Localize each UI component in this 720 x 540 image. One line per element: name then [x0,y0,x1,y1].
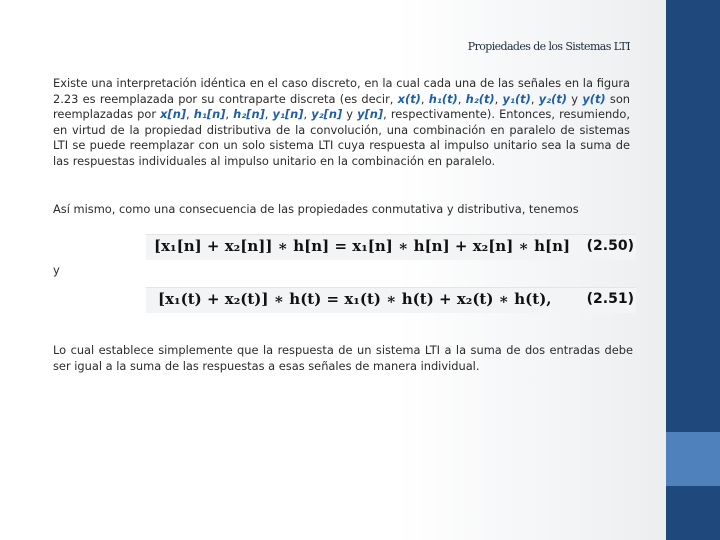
text-segment: Existe una interpretación idéntica en el caso discreto, en la cual cada una de las señales en la figura 2.23 es reemplazada por su contraparte discreta (es decir, [53,76,630,106]
separator: , [420,91,429,106]
equation-expression: [x₁[n] + x₂[n]] ∗ h[n] = x₁[n] ∗ h[n] + x₂[n] ∗ h[n] [154,237,571,255]
text-segment: son reemplazadas por [53,91,631,122]
paragraph-conclusion: Lo cual establece simplemente que la respuesta de un sistema LTI a la suma de dos entradas debe ser igual a la suma de las respuestas a esas señales de manera individual. [53,343,633,373]
variable: y₁[n] [272,107,304,122]
equation-number: (2.51) [586,291,634,307]
variable: y(t) [582,91,606,106]
paragraph-consequence: Así mismo, como una consecuencia de las propiedades conmutativa y distributiva, tenemos [53,202,579,216]
separator: , [225,107,234,122]
separator: , [457,91,466,106]
separator: , [186,107,194,122]
equation-expression: [x₁(t) + x₂(t)] ∗ h(t) = x₁(t) ∗ h(t) + x₂(t) ∗ h(t), [158,290,552,308]
variable: y₂(t) [538,91,568,106]
variable: h₂[n] [233,107,265,122]
paragraph-discrete-interpretation [53,76,630,170]
variable: x[n] [160,107,187,122]
variable: y[n] [357,107,384,122]
separator: y [342,107,358,122]
variable: h₁[n] [193,107,226,122]
separator: , [530,91,539,106]
variable: x(t) [397,91,421,106]
separator: , [494,91,503,106]
equation-2-50 [146,234,636,260]
text-segment: , respectivamente). Entonces, resumiendo, en virtud de la propiedad distributiva de la convolución, una combinación en paralelo de sistemas LTI se puede reemplazar con un solo sistema LTI cuya respuesta al impulso unitario sea la suma de las respuestas individuales al impulso unitario en la combinación en paralelo. [53,107,630,168]
separator: , [303,107,312,122]
sidebar-accent-block [666,432,720,486]
separator: , [264,107,273,122]
slide-title: Propiedades de los Sistemas LTI [467,40,630,53]
equation-number: (2.50) [586,238,634,254]
separator: y [567,91,583,106]
variable: h₂(t) [465,91,495,106]
variable: y₂[n] [311,107,343,122]
variable: h₁(t) [428,91,458,106]
equation-2-51 [146,287,636,313]
variable: y₁(t) [502,91,531,106]
connector-text: y [53,263,60,277]
